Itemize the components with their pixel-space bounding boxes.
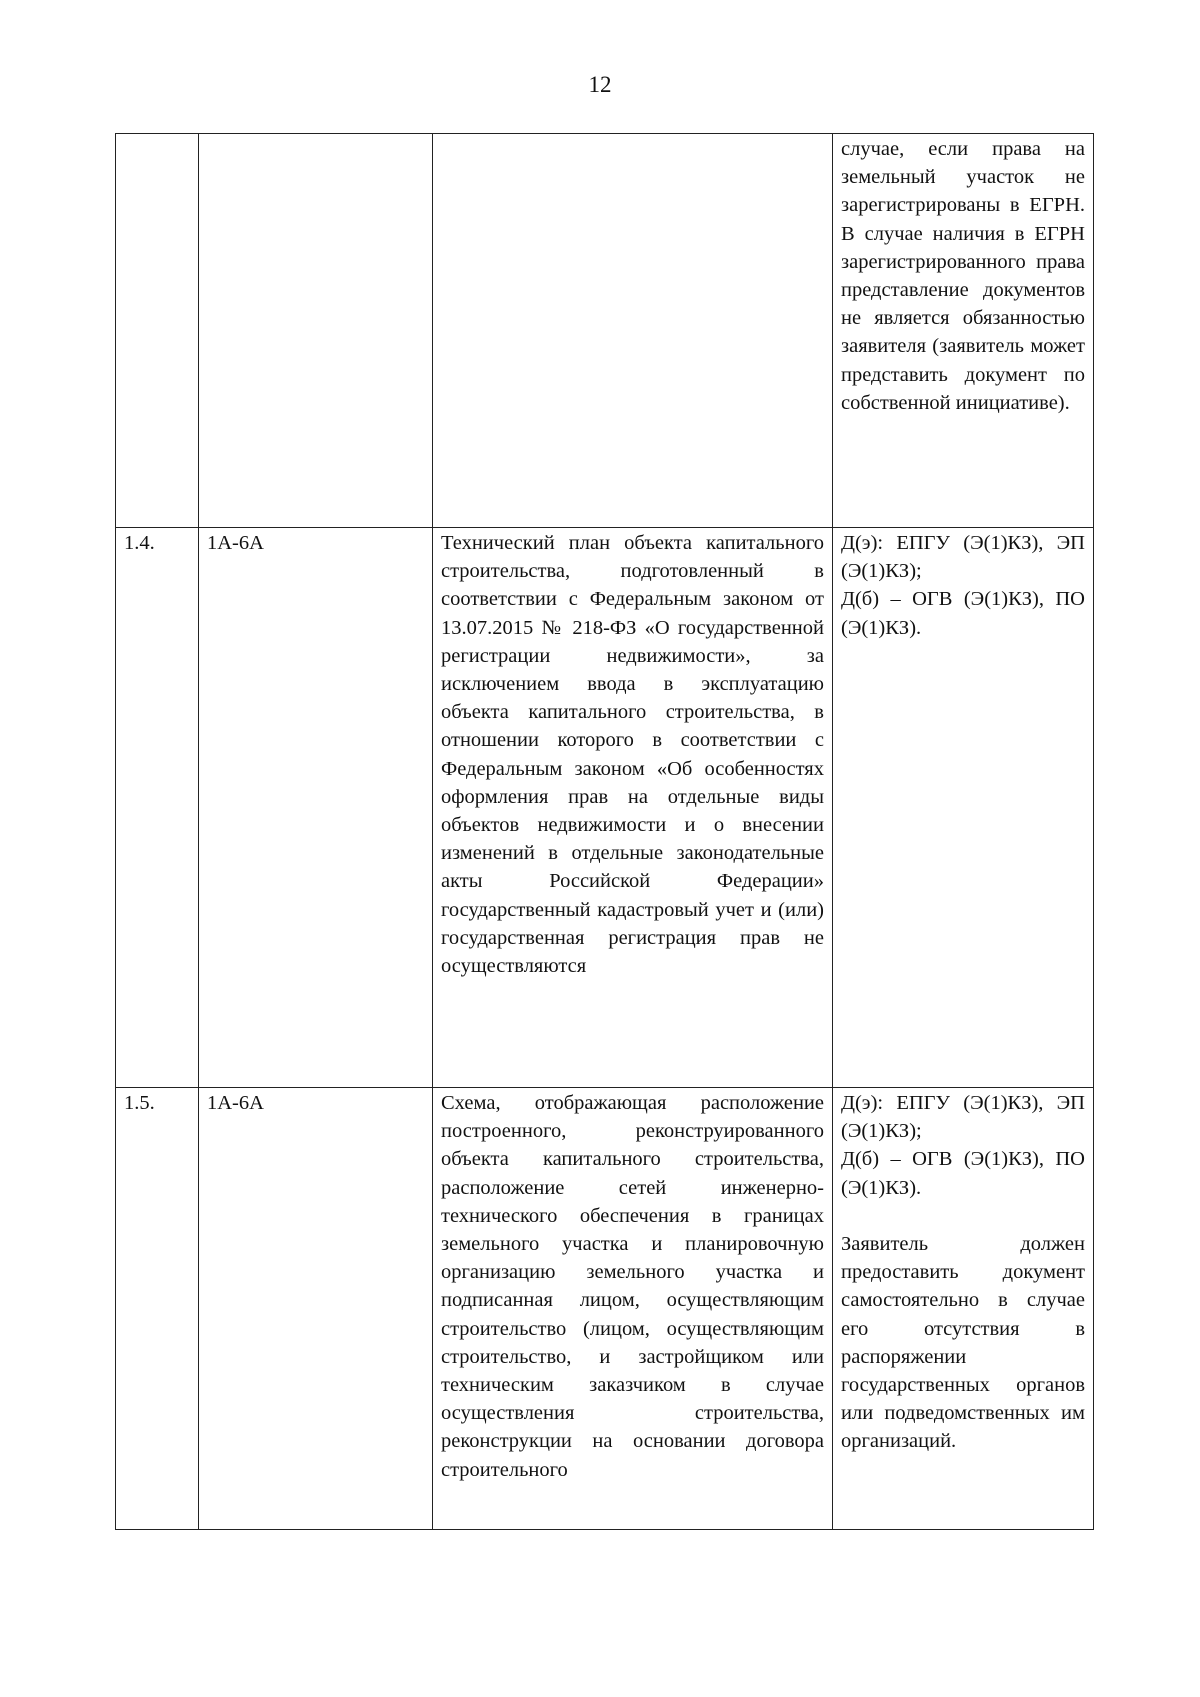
row-number-cell: 1.4. — [116, 528, 199, 1088]
row-code-cell — [199, 134, 433, 528]
page-number: 12 — [588, 72, 612, 97]
table-row — [116, 1088, 1094, 1530]
notes-spacer — [841, 1202, 1085, 1230]
document-name-cell — [433, 134, 833, 528]
notes-cell — [833, 134, 1094, 528]
document-name-cell: Технический план объекта капитального строительства, подготовленный в соответствии с Федеральным законом от 13.07.2015 № 218-ФЗ «О государственной регистрации недвижимости», за исключением ввода в эксплуатацию объекта капитального строительства, в отношении которого в соответствии с Федеральным законом «Об особенностях оформления прав на отдельные виды объектов недвижимости и о внесении изменений в отдельные законодательные акты Российской Федерации» государственный кадастровый учет и (или) государственная регистрация прав не осуществляются — [433, 528, 833, 1088]
notes-paragraph: Д(э): ЕПГУ (Э(1)КЗ), ЭП (Э(1)КЗ); — [841, 1092, 1085, 1143]
row-code-cell: 1А-6А — [199, 1088, 433, 1530]
table-row — [116, 134, 1094, 528]
notes-paragraph: Заявитель должен предоставить документ самостоятельно в случае его отсутствия в распоряжении государственных органов или подведомственных им организаций. — [841, 1233, 1085, 1453]
row-code-cell: 1А-6А — [199, 528, 433, 1088]
notes-cell — [833, 1088, 1094, 1530]
row-number-cell: 1.5. — [116, 1088, 199, 1530]
requirements-table — [115, 133, 1094, 1530]
document-name-cell: Схема, отображающая расположение построенного, реконструированного объекта капитального строительства, расположение сетей инженерно-технического обеспечения в границах земельного участка и планировочную организацию земельного участка и подписанная лицом, осуществляющим строительство (лицом, осуществляющим строительство, и застройщиком или техническим заказчиком в случае осуществления строительства, реконструкции на основании договора строительного — [433, 1088, 833, 1530]
notes-paragraph: Д(э): ЕПГУ (Э(1)КЗ), ЭП (Э(1)КЗ); — [841, 532, 1085, 583]
row-number-cell — [116, 134, 199, 528]
table-row — [116, 528, 1094, 1088]
notes-cell — [833, 528, 1094, 1088]
notes-paragraph: случае, если права на земельный участок не зарегистрированы в ЕГРН. В случае наличия в ЕГРН зарегистрированного права представление документов не является обязанностью заявителя (заявитель может представить документ по собственной инициативе). — [841, 138, 1085, 414]
notes-paragraph: Д(б) – ОГВ (Э(1)КЗ), ПО (Э(1)КЗ). — [841, 1148, 1085, 1199]
notes-paragraph: Д(б) – ОГВ (Э(1)КЗ), ПО (Э(1)КЗ). — [841, 588, 1085, 639]
